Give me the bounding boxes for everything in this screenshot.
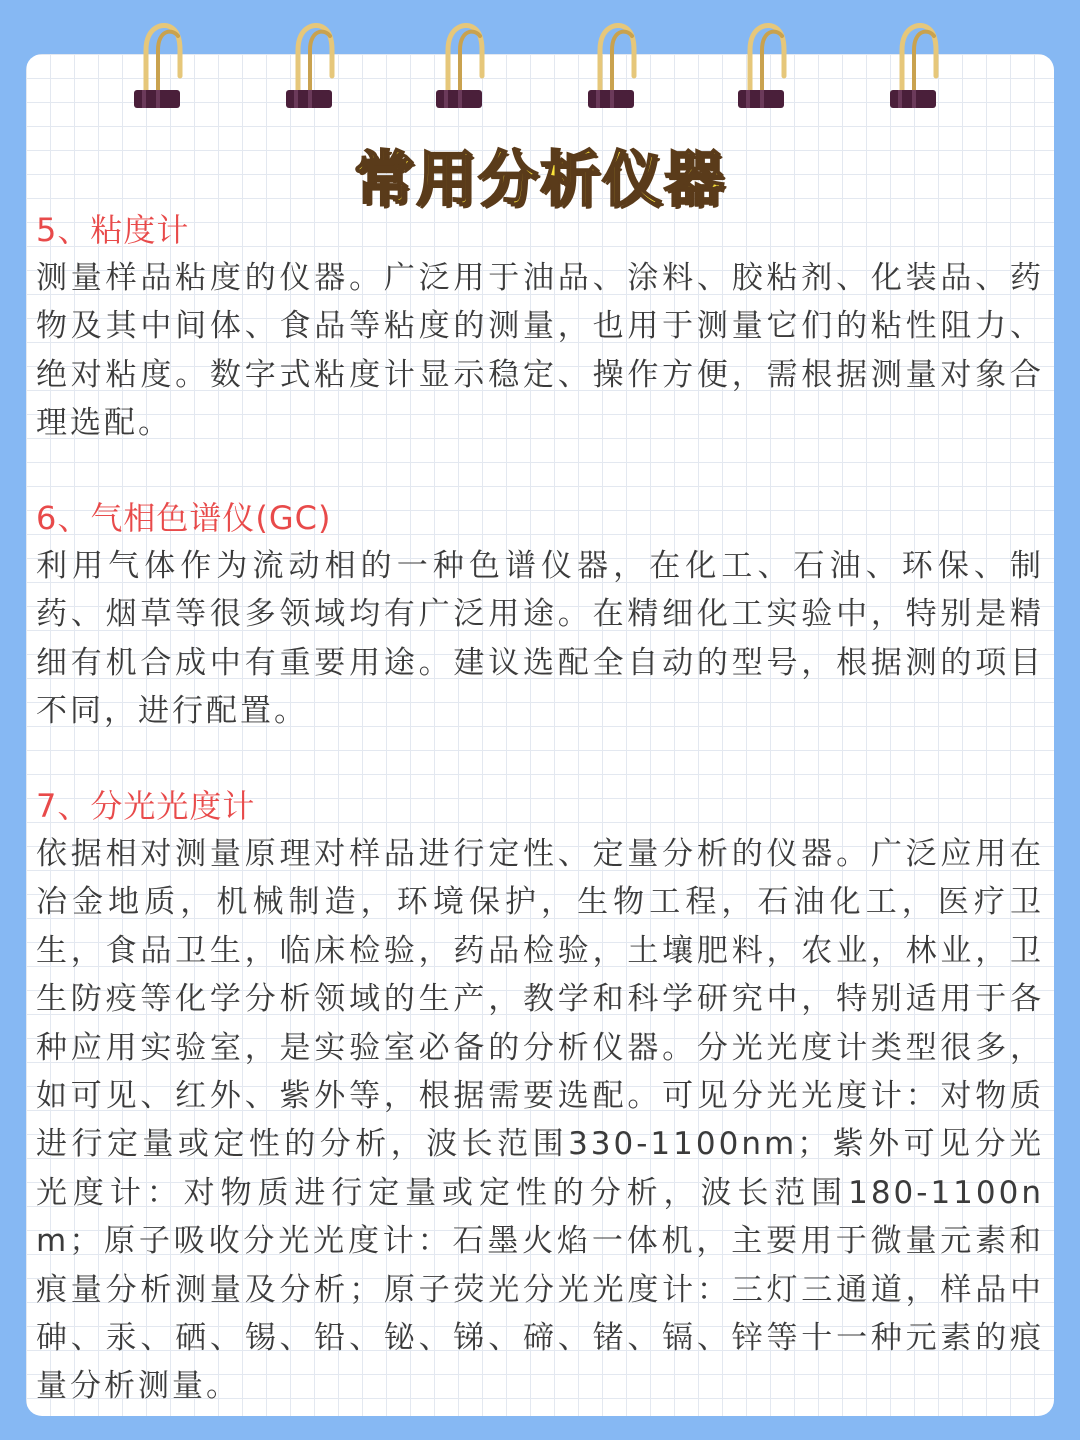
binder-ring-icon	[732, 16, 792, 112]
binder-ring-icon	[582, 16, 642, 112]
section-heading: 6、气相色谱仪(GC)	[36, 499, 332, 537]
page-title: 常用分析仪器	[354, 145, 726, 215]
section-heading: 7、分光光度计	[36, 787, 256, 825]
section-heading: 5、粘度计	[36, 211, 190, 249]
binder-ring-icon	[884, 16, 944, 112]
section-spectrophotometer	[36, 782, 1044, 1411]
section-body: 测量样品粘度的仪器。广泛用于油品、涂料、胶粘剂、化装品、药物及其中间体、食品等粘度的测量，也用于测量它们的粘性阻力、绝对粘度。数字式粘度计显示稳定、操作方便，需根据测量对象合理选配。	[36, 260, 1044, 442]
section-body: 依据相对测量原理对样品进行定性、定量分析的仪器。广泛应用在冶金地质，机械制造，环境保护，生物工程，石油化工，医疗卫生，食品卫生，临床检验，药品检验，土壤肥料，农业，林业，卫生防疫等化学分析领域的生产，教学和科学研究中，特别适用于各种应用实验室，是实验室必备的分析仪器。分光光度计类型很多，如可见、红外、紫外等，根据需要选配。可见分光光度计：对物质进行定量或定性的分析，波长范围330-1100nm；紫外可见分光光度计：对物质进行定量或定性的分析，波长范围180-1100nm；原子吸收分光光度计：石墨火焰一体机，主要用于微量元素和痕量分析测量及分析；原子荧光分光光度计：三灯三通道，样品中砷、汞、硒、锡、铅、铋、锑、碲、锗、镉、锌等十一种元素的痕量分析测量。	[36, 836, 1044, 1405]
binder-ring-icon	[128, 16, 188, 112]
binder-ring-icon	[430, 16, 490, 112]
section-gas-chromatograph	[36, 494, 1044, 736]
section-viscometer	[36, 206, 1044, 448]
binder-ring-icon	[280, 16, 340, 112]
section-body: 利用气体作为流动相的一种色谱仪器，在化工、石油、环保、制药、烟草等很多领域均有广泛用途。在精细化工实验中，特别是精细有机合成中有重要用途。建议选配全自动的型号，根据测的项目不同，进行配置。	[36, 548, 1044, 730]
